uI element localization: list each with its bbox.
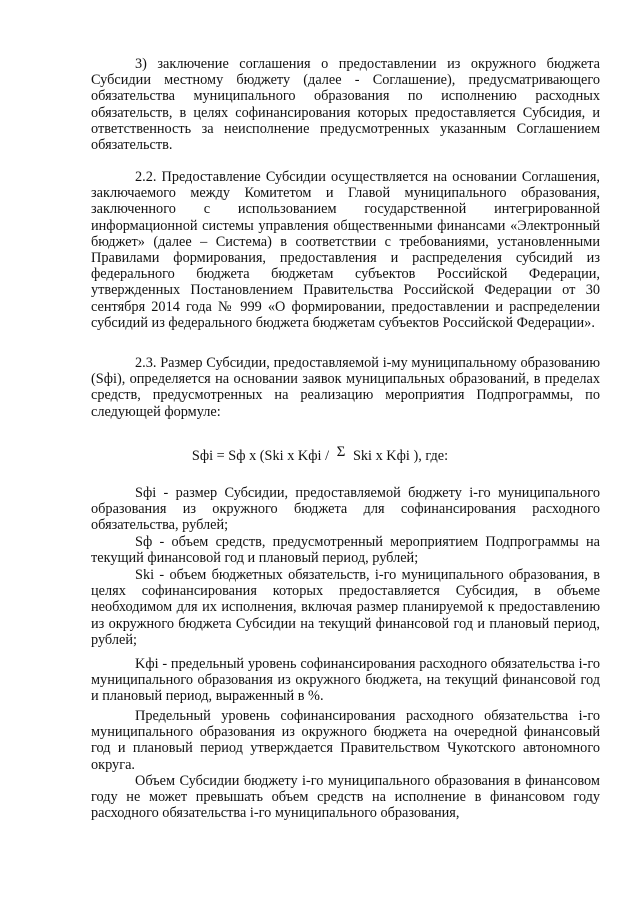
paragraph-2-2: 2.2. Предоставление Субсидии осуществляется на основании Соглашения, заключаемого между Комитетом и Главой муниципального образования, заключенного с использованием государственной интегрированной информационной системы управления общественными финансами «Электронный бюджет» (далее – Система) в соответствии с требованиями, установленными Правилами формирования, предоставления и распределения субсидий из федерального бюджета бюджетам субъектов Российской Федерации, утвержденных Постановлением Правительства Российской Федерации от 30 сентября 2014 года № 999 «О формировании, предоставлении и распределении субсидий из федерального бюджета бюджетам субъектов Российской Федерации». <box>91 169 600 331</box>
formula-right: Ski x Kфi ), где: <box>352 448 449 464</box>
paragraph-subsidy-volume: Объем Субсидии бюджету i-го муниципального образования в финансовом году не может превышать объем средств на исполнение в финансовом году расходного обязательства i-го муниципального образования, <box>91 773 600 822</box>
sum-sign: Σ <box>336 444 346 460</box>
formula-left: Sфi = Sф x (Ski x Kфi / <box>191 448 330 464</box>
paragraph-2-3: 2.3. Размер Субсидии, предоставляемой i-му муниципальному образованию (Sфi), определяется на основании заявок муниципальных образований, в пределах средств, предусмотренных на реализацию мероприятия Подпрограммы, по следующей формуле: <box>91 355 600 420</box>
definition-kfi: Kфi - предельный уровень софинансирования расходного обязательства i-го муниципального образования из окружного бюджета, на текущий финансовой год и плановый период, выраженный в %. <box>91 656 600 705</box>
definition-sf: Sф - объем средств, предусмотренный мероприятием Подпрограммы на текущий финансовой год и плановый период, рублей; <box>91 534 600 567</box>
paragraph-cofinancing-limit: Предельный уровень софинансирования расходного обязательства i-го муниципального образования из окружного бюджета на очередной финансовый год и плановый период утверждается Правительством Чукотского автономного округа. <box>91 708 600 773</box>
definition-sfi: Sфi - размер Субсидии, предоставляемой бюджету i-го муниципального образования из окружного бюджета для софинансирования расходного обязательства, рублей; <box>91 485 600 534</box>
definition-ski: Ski - объем бюджетных обязательств, i-го муниципального образования, в целях софинансирования которых предоставляется Субсидия, в объеме необходимом для их исполнения, включая размер планируемой к предоставлению из окружного бюджета Субсидии на текущий финансовой год и плановый период, рублей; <box>91 567 600 648</box>
paragraph-agreement-item-3: 3) заключение соглашения о предоставлении из окружного бюджета Субсидии местному бюджету (далее - Соглашение), предусматривающего обязательства муниципального образования по исполнению расходных обязательств, в целях софинансирования которых предоставляется Субсидия, и ответственность за неисполнение предусмотренных указанным Соглашением обязательств. <box>91 56 600 154</box>
subsidy-formula <box>0 444 640 464</box>
